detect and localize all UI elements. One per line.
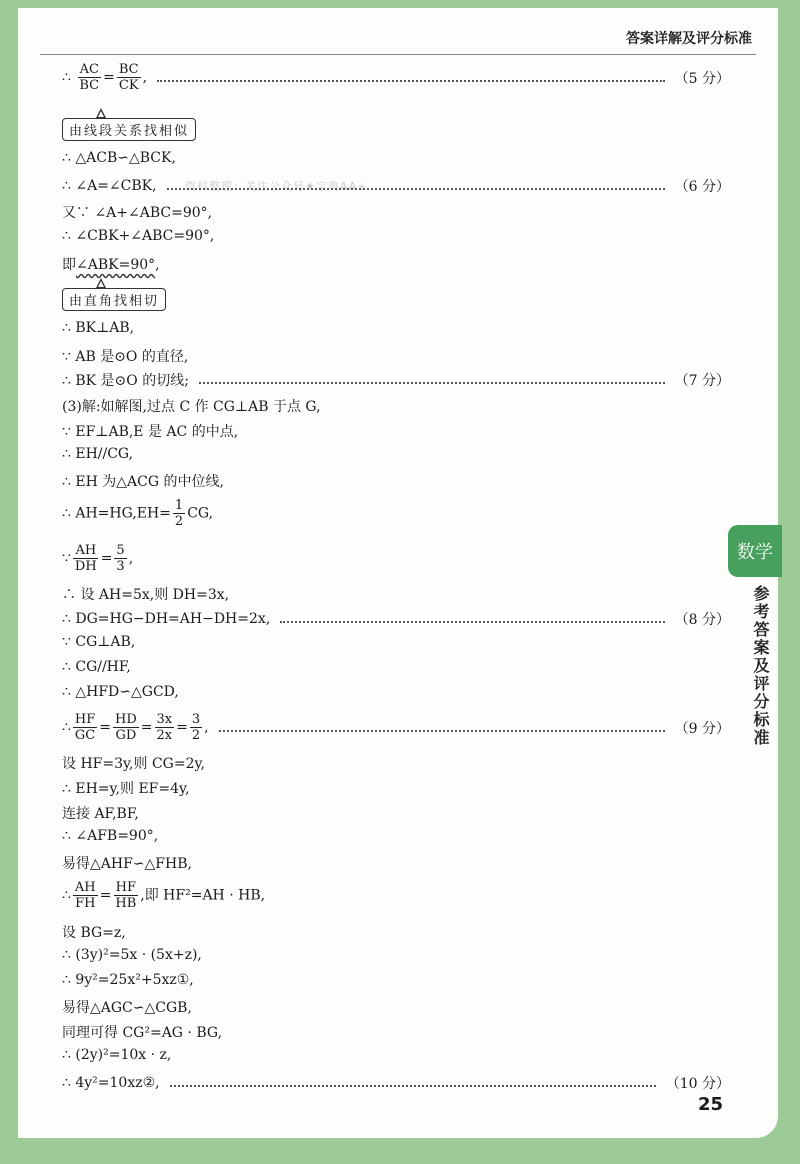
solution-line: ∴ △HFD∽△GCD, bbox=[62, 684, 179, 700]
leader-dots bbox=[157, 80, 665, 82]
solution-line: (3)解:如解图,过点 C 作 CG⊥AB 于点 G, bbox=[62, 399, 321, 415]
solution-line: ∴ DG=HG−DH=AH−DH=2x, （8 分） bbox=[62, 611, 730, 628]
emphasis: ∠ABK=90° bbox=[76, 257, 156, 273]
fraction: $\frac{BC}{CK}$ bbox=[118, 62, 139, 93]
solution-line: ∴ △ACB∽△BCK, bbox=[62, 150, 176, 166]
fraction: $\frac{AH}{FH}$ bbox=[74, 880, 96, 911]
score: （9 分） bbox=[674, 720, 730, 737]
solution-line: ∴ $\frac{AC}{BC}$ = $\frac{BC}{CK}$ , （5 分） bbox=[62, 62, 730, 93]
fraction: $\frac{5}{3}$ bbox=[116, 543, 125, 574]
solution-line: ∴ $\frac{AH}{FH}$ = $\frac{HF}{HB}$ ,即 HF²=AH · HB, bbox=[62, 880, 266, 911]
solution-line: ∴ BK⊥AB, bbox=[62, 320, 135, 336]
leader-dots bbox=[199, 382, 665, 384]
solution-line: ∴ ∠AFB=90°, bbox=[62, 828, 159, 844]
solution-line: ∵ $\frac{AH}{DH}$ = $\frac{5}{3}$ , bbox=[62, 543, 134, 574]
score: （10 分） bbox=[665, 1076, 730, 1092]
hint-note: 由直角找相切 bbox=[62, 288, 166, 311]
solution-line: 设 HF=3y,则 CG=2y, bbox=[62, 756, 205, 772]
solution-line: 易得△AGC∽△CGB, bbox=[62, 1000, 192, 1016]
subject-tab bbox=[728, 525, 782, 577]
solution-line: ∴ CG//HF, bbox=[62, 659, 131, 675]
fraction: $\frac{HF}{HB}$ bbox=[115, 880, 137, 911]
header-title: 答案详解及评分标准 bbox=[626, 31, 752, 47]
solution-line: ∴ $\frac{HF}{GC}$ = $\frac{HD}{GD}$ = $\frac{3x}{2x}$ = $\frac{3}{2}$ , （9 分） bbox=[62, 712, 730, 743]
note-pointer bbox=[96, 108, 106, 118]
solution-line: ∴ 4y²=10xz②, （10 分） bbox=[62, 1075, 730, 1092]
solution-line: ∴ ∠A=∠CBK, （6 分） bbox=[62, 178, 730, 195]
leader-dots bbox=[170, 1085, 656, 1087]
solution-line: 同理可得 CG²=AG · BG, bbox=[62, 1025, 223, 1041]
solution-line: ∴ (3y)²=5x · (5x+z), bbox=[62, 947, 202, 963]
leader-dots bbox=[167, 188, 665, 190]
solution-line: ∵ AB 是⊙O 的直径, bbox=[62, 349, 189, 365]
solution-line: 设 BG=z, bbox=[62, 925, 126, 941]
solution-line: ∴ 设 AH=5x,则 DH=3x, bbox=[62, 587, 230, 603]
score: （7 分） bbox=[674, 373, 730, 389]
note-pointer bbox=[96, 278, 106, 288]
hint-note: 由线段关系找相似 bbox=[62, 118, 196, 141]
solution-line: ∴ EH 为△ACG 的中位线, bbox=[62, 474, 224, 490]
leader-dots bbox=[280, 621, 664, 623]
fraction: $\frac{HD}{GD}$ bbox=[115, 712, 137, 743]
header-divider bbox=[40, 54, 756, 55]
solution-line: ∴ 9y²=25x²+5xz①, bbox=[62, 972, 194, 988]
subject-label: 数学 bbox=[737, 542, 773, 563]
watermark: 资料整理：关注公众号★宝典AA+ bbox=[185, 180, 368, 193]
solution-line: ∴ (2y)²=10x · z, bbox=[62, 1047, 172, 1063]
score: （8 分） bbox=[674, 612, 730, 628]
solution-line: 又∵ ∠A+∠ABC=90°, bbox=[62, 205, 213, 221]
symbol: ∴ bbox=[62, 69, 71, 86]
fraction: $\frac{3x}{2x}$ bbox=[156, 712, 173, 743]
fraction: $\frac{3}{2}$ bbox=[191, 712, 201, 743]
solution-line: ∴ EH=y,则 EF=4y, bbox=[62, 781, 190, 797]
solution-line: ∴ ∠CBK+∠ABC=90°, bbox=[62, 228, 215, 244]
fraction: $\frac{AC}{BC}$ bbox=[79, 62, 100, 93]
solution-line: 连接 AF,BF, bbox=[62, 806, 139, 822]
solution-line: ∴ BK 是⊙O 的切线; （7 分） bbox=[62, 370, 730, 390]
solution-line: 易得△AHF∽△FHB, bbox=[62, 856, 192, 872]
solution-line: ∵ EF⊥AB,E 是 AC 的中点, bbox=[62, 424, 239, 440]
solution-line: ∵ CG⊥AB, bbox=[62, 634, 136, 650]
solution-line: ∴ AH=HG,EH= $\frac{1}{2}$ CG, bbox=[62, 498, 214, 529]
score: （6 分） bbox=[674, 179, 730, 195]
fraction: $\frac{1}{2}$ bbox=[174, 498, 184, 529]
page-number: 25 bbox=[698, 1094, 724, 1115]
leader-dots bbox=[219, 730, 665, 732]
score: （5 分） bbox=[674, 70, 730, 87]
solution-line: 即∠ABK=90°, bbox=[62, 257, 160, 273]
fraction: $\frac{AH}{DH}$ bbox=[74, 543, 97, 574]
solution-line: ∴ EH//CG, bbox=[62, 446, 134, 462]
side-label: 参考答案及评分标准 bbox=[751, 585, 770, 747]
fraction: $\frac{HF}{GC}$ bbox=[74, 712, 96, 743]
